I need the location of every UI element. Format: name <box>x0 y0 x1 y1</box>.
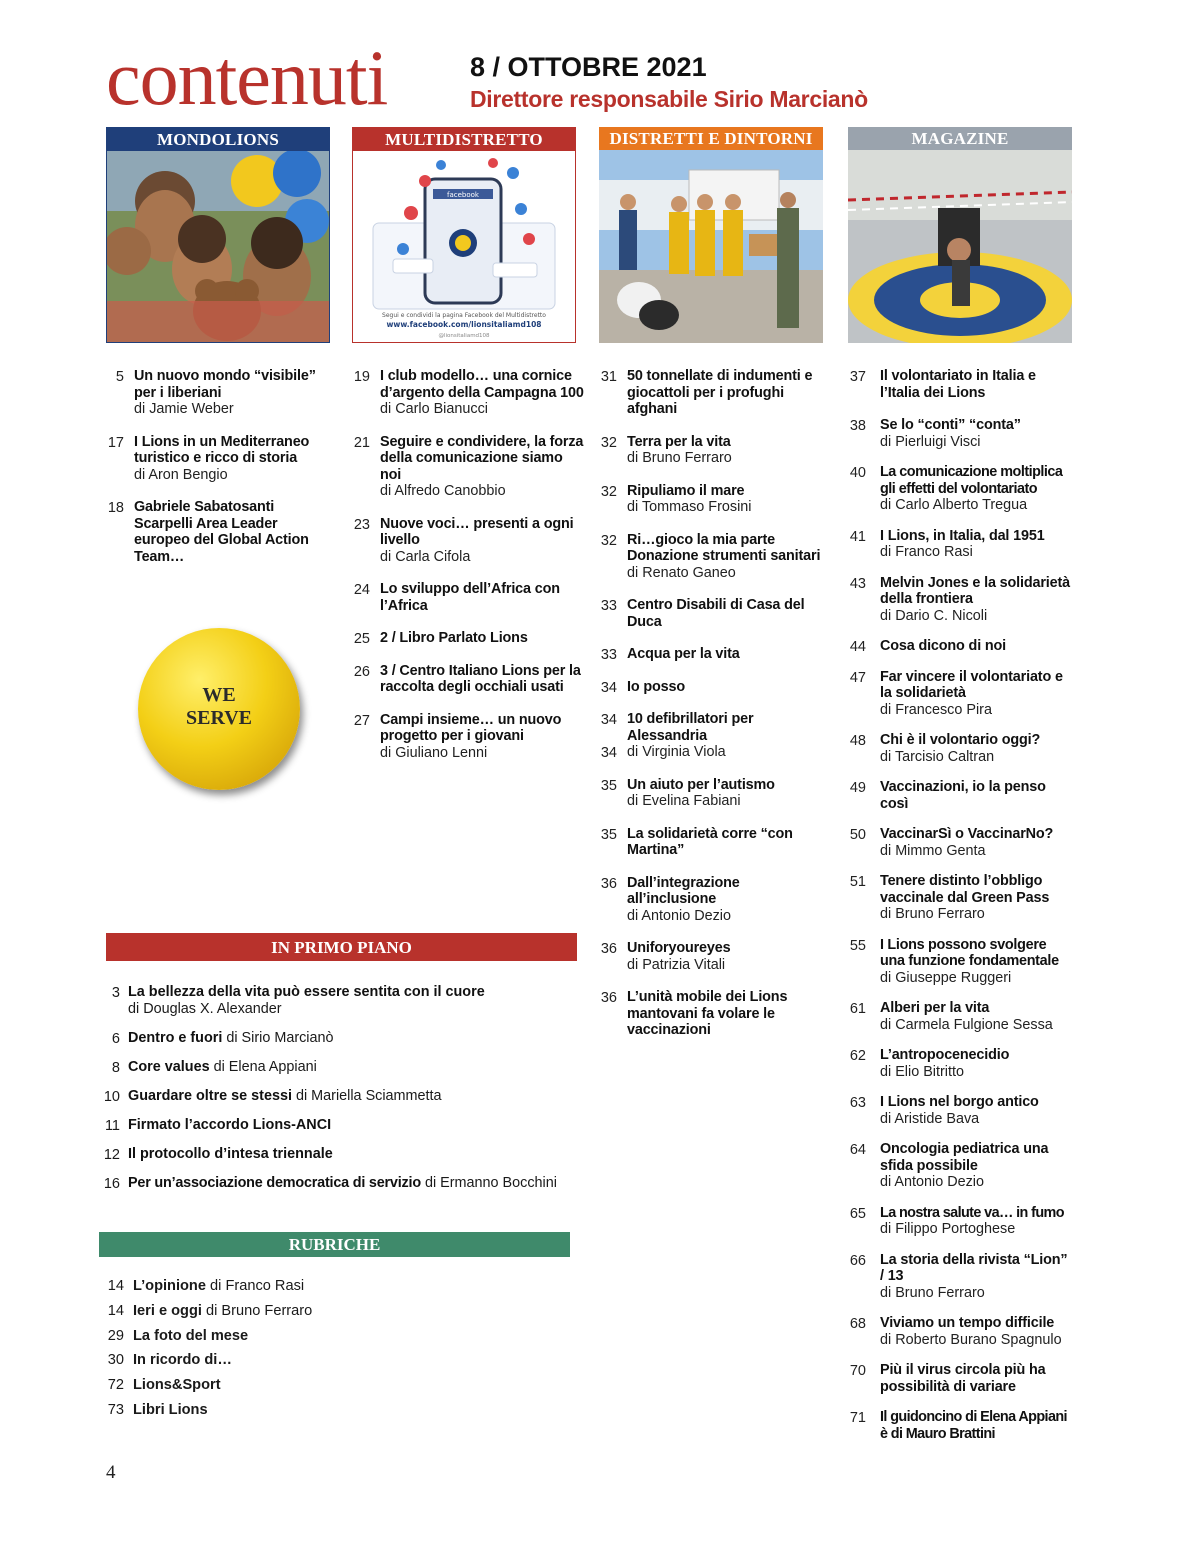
toc-entry[interactable]: 40 La comunicazione moltiplica gli effetti del volontariato di Carlo Alberto Tregua <box>849 464 1063 513</box>
rubriche-heading: RUBRICHE <box>99 1232 570 1257</box>
toc-entry[interactable]: 24 Lo sviluppo dell’Africa con l’Africa <box>353 581 560 614</box>
panel-multidistretto[interactable] <box>352 127 576 343</box>
toc-entry[interactable]: 5 Un nuovo mondo “visibile” per i liberiani di Jamie Weber <box>115 368 316 417</box>
masthead-title: contenuti <box>106 34 388 121</box>
toc-entry[interactable]: 21 Seguire e condividere, la forza della comunicazione siamo noi di Alfredo Canobbio <box>353 433 584 499</box>
toc-entry[interactable]: 36 Dall’integrazione all’inclusione di Antonio Dezio <box>600 874 740 924</box>
toc-entry[interactable]: 66 La storia della rivista “Lion” / 13 di Bruno Ferraro <box>849 1251 1068 1301</box>
we-serve-seal: WE SERVE <box>138 628 300 790</box>
facebook-url: www.facebook.com/lionsitaliamd108 <box>386 320 542 329</box>
toc-entry[interactable]: 34 di Virginia Viola <box>600 744 726 761</box>
list-item[interactable]: 29 La foto del mese <box>107 1327 249 1344</box>
toc-entry[interactable]: 71 Il guidoncino di Elena Appiani è di Mauro Brattini <box>849 1409 1067 1442</box>
issue-date: 8 / OTTOBRE 2021 <box>470 52 707 82</box>
facebook-graphic <box>353 151 575 343</box>
list-item[interactable]: 73 Libri Lions <box>107 1401 208 1418</box>
toc-entry[interactable]: 36 Uniforyoureyes di Patrizia Vitali <box>600 940 731 973</box>
rubriche-list <box>106 1278 506 1427</box>
app-label: facebook <box>447 191 479 199</box>
list-item[interactable]: 11 Firmato l’accordo Lions-ANCI <box>104 1116 332 1134</box>
toc-column-mondolions <box>106 368 336 581</box>
toc-entry[interactable]: 37 Il volontariato in Italia e l’Italia dei Lions <box>849 368 1036 401</box>
panel-heading: MAGAZINE <box>848 127 1072 150</box>
list-item[interactable]: 72 Lions&Sport <box>107 1377 221 1394</box>
toc-entry[interactable]: 64 Oncologia pediatrica una sfida possibile di Antonio Dezio <box>849 1141 1049 1190</box>
toc-entry[interactable]: 68 Viviamo un tempo difficile di Roberto Burano Spagnulo <box>849 1315 1062 1348</box>
facebook-handle: @lionsitaliamd108 <box>438 333 490 339</box>
toc-entry[interactable]: 41 I Lions, in Italia, dal 1951 di Franco Rasi <box>849 527 1045 560</box>
caption-line: Segui e condividi la pagina Facebook del Multidistretto <box>382 312 546 319</box>
list-item[interactable]: 6 Dentro e fuori di Sirio Marcianò <box>111 1029 334 1047</box>
toc-entry[interactable]: 55 I Lions possono svolgere una funzione fondamentale di Giuseppe Ruggeri <box>849 936 1059 986</box>
toc-entry[interactable]: 34 10 defibrillatori per Alessandria <box>600 711 754 744</box>
panel-distretti[interactable] <box>599 127 823 343</box>
toc-entry[interactable]: 32 Ripuliamo il mare di Tommaso Frosini <box>600 482 752 515</box>
toc-entry[interactable]: 48 Chi è il volontario oggi? di Tarcisio Caltran <box>849 732 1041 765</box>
toc-entry[interactable]: 19 I club modello… una cornice d’argento della Campagna 100 di Carlo Bianucci <box>353 368 584 417</box>
toc-entry[interactable]: 47 Far vincere il volontariato e la solidarietà di Francesco Pira <box>849 668 1063 718</box>
primo-piano-list <box>103 984 586 1204</box>
list-item[interactable]: 14 L’opinione di Franco Rasi <box>107 1278 305 1294</box>
panel-heading: MONDOLIONS <box>107 128 329 151</box>
toc-entry[interactable]: 44 Cosa dicono di noi <box>849 638 1007 655</box>
toc-entry[interactable]: 23 Nuove voci… presenti a ogni livello di Carla Cifola <box>353 515 574 565</box>
toc-entry[interactable]: 32 Ri…gioco la mia parte Donazione strumenti sanitari di Renato Ganeo <box>600 531 821 581</box>
panel-mondolions[interactable] <box>106 127 330 343</box>
toc-entry[interactable]: 25 2 / Libro Parlato Lions <box>353 630 528 647</box>
toc-entry[interactable]: 33 Centro Disabili di Casa del Duca <box>600 597 805 630</box>
list-item[interactable]: 30 In ricordo di… <box>107 1352 232 1369</box>
toc-entry[interactable]: 61 Alberi per la vita di Carmela Fulgione Sessa <box>849 1000 1053 1033</box>
panel-heading: DISTRETTI E DINTORNI <box>599 127 823 150</box>
panel-magazine[interactable] <box>848 127 1072 343</box>
list-item[interactable]: 10 Guardare oltre se stessi di Mariella Sciammetta <box>103 1087 442 1105</box>
director-line: Direttore responsabile Sirio Marcianò <box>470 86 868 112</box>
toc-entry[interactable]: 36 L’unità mobile dei Lions mantovani fa volare le vaccinazioni <box>600 989 788 1038</box>
toc-entry[interactable]: 63 I Lions nel borgo antico di Aristide Bava <box>849 1094 1039 1127</box>
children-photo <box>107 151 329 343</box>
toc-entry[interactable]: 70 Più il virus circola più ha possibilità di variare <box>849 1362 1046 1395</box>
toc-entry[interactable]: 18 Gabriele Sabatosanti Scarpelli Area Leader europeo del Global Action Team… <box>107 499 309 565</box>
list-item[interactable]: 8 Core values di Elena Appiani <box>111 1058 317 1076</box>
page-number: 4 <box>106 1462 116 1483</box>
toc-column-distretti <box>599 368 831 1055</box>
toc-entry[interactable]: 32 Terra per la vita di Bruno Ferraro <box>600 433 732 466</box>
list-item[interactable]: 3 La bellezza della vita può essere sentita con il cuore di Douglas X. Alexander <box>111 984 485 1017</box>
panel-heading: MULTIDISTRETTO <box>353 128 575 151</box>
toc-entry[interactable]: 34 Io posso <box>600 678 685 696</box>
toc-entry[interactable]: 27 Campi insieme… un nuovo progetto per i giovani di Giuliano Lenni <box>353 711 562 761</box>
toc-entry[interactable]: 62 L’antropocenecidio di Elio Bitritto <box>849 1047 1010 1080</box>
primo-piano-heading: IN PRIMO PIANO <box>106 933 577 961</box>
toc-entry[interactable]: 49 Vaccinazioni, io la penso così <box>849 779 1046 812</box>
toc-entry[interactable]: 31 50 tonnellate di indumenti e giocattoli per i profughi afghani <box>600 368 813 417</box>
toc-entry[interactable]: 38 Se lo “conti” “conta” di Pierluigi Visci <box>849 417 1021 450</box>
lions-emblem-photo <box>848 150 1072 343</box>
toc-column-multidistretto <box>352 368 584 777</box>
toc-entry[interactable]: 43 Melvin Jones e la solidarietà della frontiera di Dario C. Nicoli <box>849 574 1071 624</box>
toc-entry[interactable]: 65 La nostra salute va… in fumo di Filippo Portoghese <box>849 1204 1064 1237</box>
toc-entry[interactable]: 17 I Lions in un Mediterraneo turistico e ricco di storia di Aron Bengio <box>107 433 310 483</box>
donation-photo <box>599 150 823 343</box>
toc-entry[interactable]: 35 La solidarietà corre “con Martina” <box>600 825 793 858</box>
toc-entry[interactable]: 26 3 / Centro Italiano Lions per la raccolta degli occhiali usati <box>353 662 581 695</box>
toc-column-magazine <box>848 368 1074 1442</box>
toc-entry[interactable]: 33 Acqua per la vita <box>600 646 740 663</box>
list-item[interactable]: 12 Il protocollo d’intesa triennale <box>103 1145 333 1163</box>
toc-entry[interactable]: 50 VaccinarSì o VaccinarNo? di Mimmo Genta <box>849 826 1054 859</box>
toc-entry[interactable]: 51 Tenere distinto l’obbligo vaccinale dal Green Pass di Bruno Ferraro <box>849 873 1050 922</box>
list-item[interactable]: 16 Per un’associazione democratica di servizio di Ermanno Bocchini <box>103 1174 557 1192</box>
toc-entry[interactable]: 35 Un aiuto per l’autismo di Evelina Fabiani <box>600 776 775 809</box>
list-item[interactable]: 14 Ieri e oggi di Bruno Ferraro <box>107 1302 313 1319</box>
